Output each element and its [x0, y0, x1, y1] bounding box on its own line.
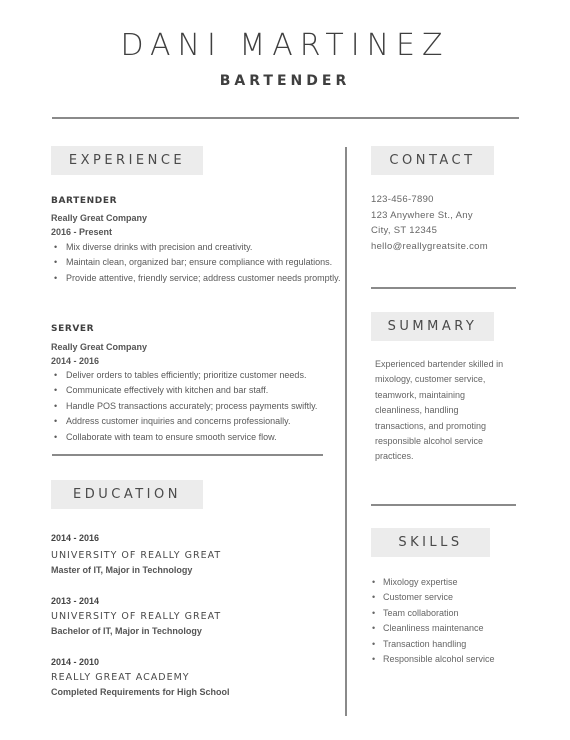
skills-list	[371, 575, 495, 667]
education-heading: EDUCATION	[51, 480, 203, 509]
job-company: Really Great Company	[51, 213, 148, 223]
column-divider	[345, 147, 347, 716]
skills-heading: SKILLS	[371, 528, 490, 557]
skill-item: • Mixology expertise	[371, 575, 495, 590]
duty-item: • Mix diverse drinks with precision and creativity.	[51, 240, 340, 255]
contact-phone: 123-456-7890	[371, 194, 434, 205]
contact-info	[371, 192, 488, 254]
resume-job-title: BARTENDER	[219, 73, 351, 89]
education-dates: 2013 - 2014	[51, 596, 100, 606]
job-bartender	[51, 196, 340, 286]
education-degree: Master of IT, Major in Technology	[51, 565, 193, 575]
education-entry	[51, 533, 221, 575]
skill-item: • Team collaboration	[371, 606, 495, 621]
summary-line: teamwork, maintaining	[375, 389, 466, 400]
education-school: UNIVERSITY OF REALLY GREAT	[51, 550, 222, 561]
summary-line: practices.	[375, 451, 414, 462]
education-degree: Completed Requirements for High School	[51, 687, 230, 697]
contact-divider	[371, 287, 516, 289]
summary-divider	[371, 504, 516, 506]
duty-item: • Maintain clean, organized bar; ensure compliance with regulations.	[51, 255, 340, 270]
summary-line: transactions, and promoting	[375, 420, 487, 431]
job-title: SERVER	[51, 324, 95, 334]
summary-line: Experienced bartender skilled in	[375, 359, 504, 369]
job-duties	[51, 368, 317, 445]
duty-item: • Address customer inquiries and concerns professionally.	[51, 414, 317, 429]
skill-item: • Customer service	[371, 590, 495, 605]
summary-line: cleanliness, handling	[375, 405, 459, 416]
job-dates: 2014 - 2016	[51, 356, 100, 366]
education-dates: 2014 - 2010	[51, 657, 100, 667]
contact-address-line2: City, ST 12345	[371, 225, 438, 236]
duty-item: • Collaborate with team to ensure smooth service flow.	[51, 430, 317, 445]
contact-heading: CONTACT	[371, 146, 494, 175]
education-entry	[51, 596, 221, 636]
summary-line: responsible alcohol service	[375, 436, 484, 447]
education-school: REALLY GREAT ACADEMY	[51, 672, 190, 683]
skill-item: • Responsible alcohol service	[371, 652, 495, 667]
education-school: UNIVERSITY OF REALLY GREAT	[51, 611, 222, 622]
skill-item: • Transaction handling	[371, 637, 495, 652]
duty-item: • Provide attentive, friendly service; address customer needs promptly.	[51, 271, 340, 286]
job-title: BARTENDER	[51, 196, 118, 206]
job-duties	[51, 240, 340, 286]
duty-item: • Handle POS transactions accurately; process payments swiftly.	[51, 399, 317, 414]
summary-heading: SUMMARY	[371, 312, 494, 341]
header-divider	[52, 117, 519, 119]
resume-name: DANI MARTINEZ	[120, 28, 450, 63]
job-company: Really Great Company	[51, 342, 148, 352]
job-server	[51, 324, 317, 445]
summary-text	[375, 357, 503, 465]
duty-item: • Communicate effectively with kitchen and bar staff.	[51, 383, 317, 398]
experience-divider	[52, 454, 323, 456]
skill-item: • Cleanliness maintenance	[371, 621, 495, 636]
education-degree: Bachelor of IT, Major in Technology	[51, 626, 202, 636]
job-dates: 2016 - Present	[51, 227, 113, 237]
contact-email: hello@reallygreatsite.com	[371, 240, 488, 252]
summary-line: mixology, customer service,	[375, 374, 486, 385]
experience-heading: EXPERIENCE	[51, 146, 203, 175]
duty-item: • Deliver orders to tables efficiently; prioritize customer needs.	[51, 368, 317, 383]
education-dates: 2014 - 2016	[51, 533, 100, 543]
contact-address-line1: 123 Anywhere St., Any	[371, 209, 473, 221]
education-entry	[51, 657, 230, 697]
